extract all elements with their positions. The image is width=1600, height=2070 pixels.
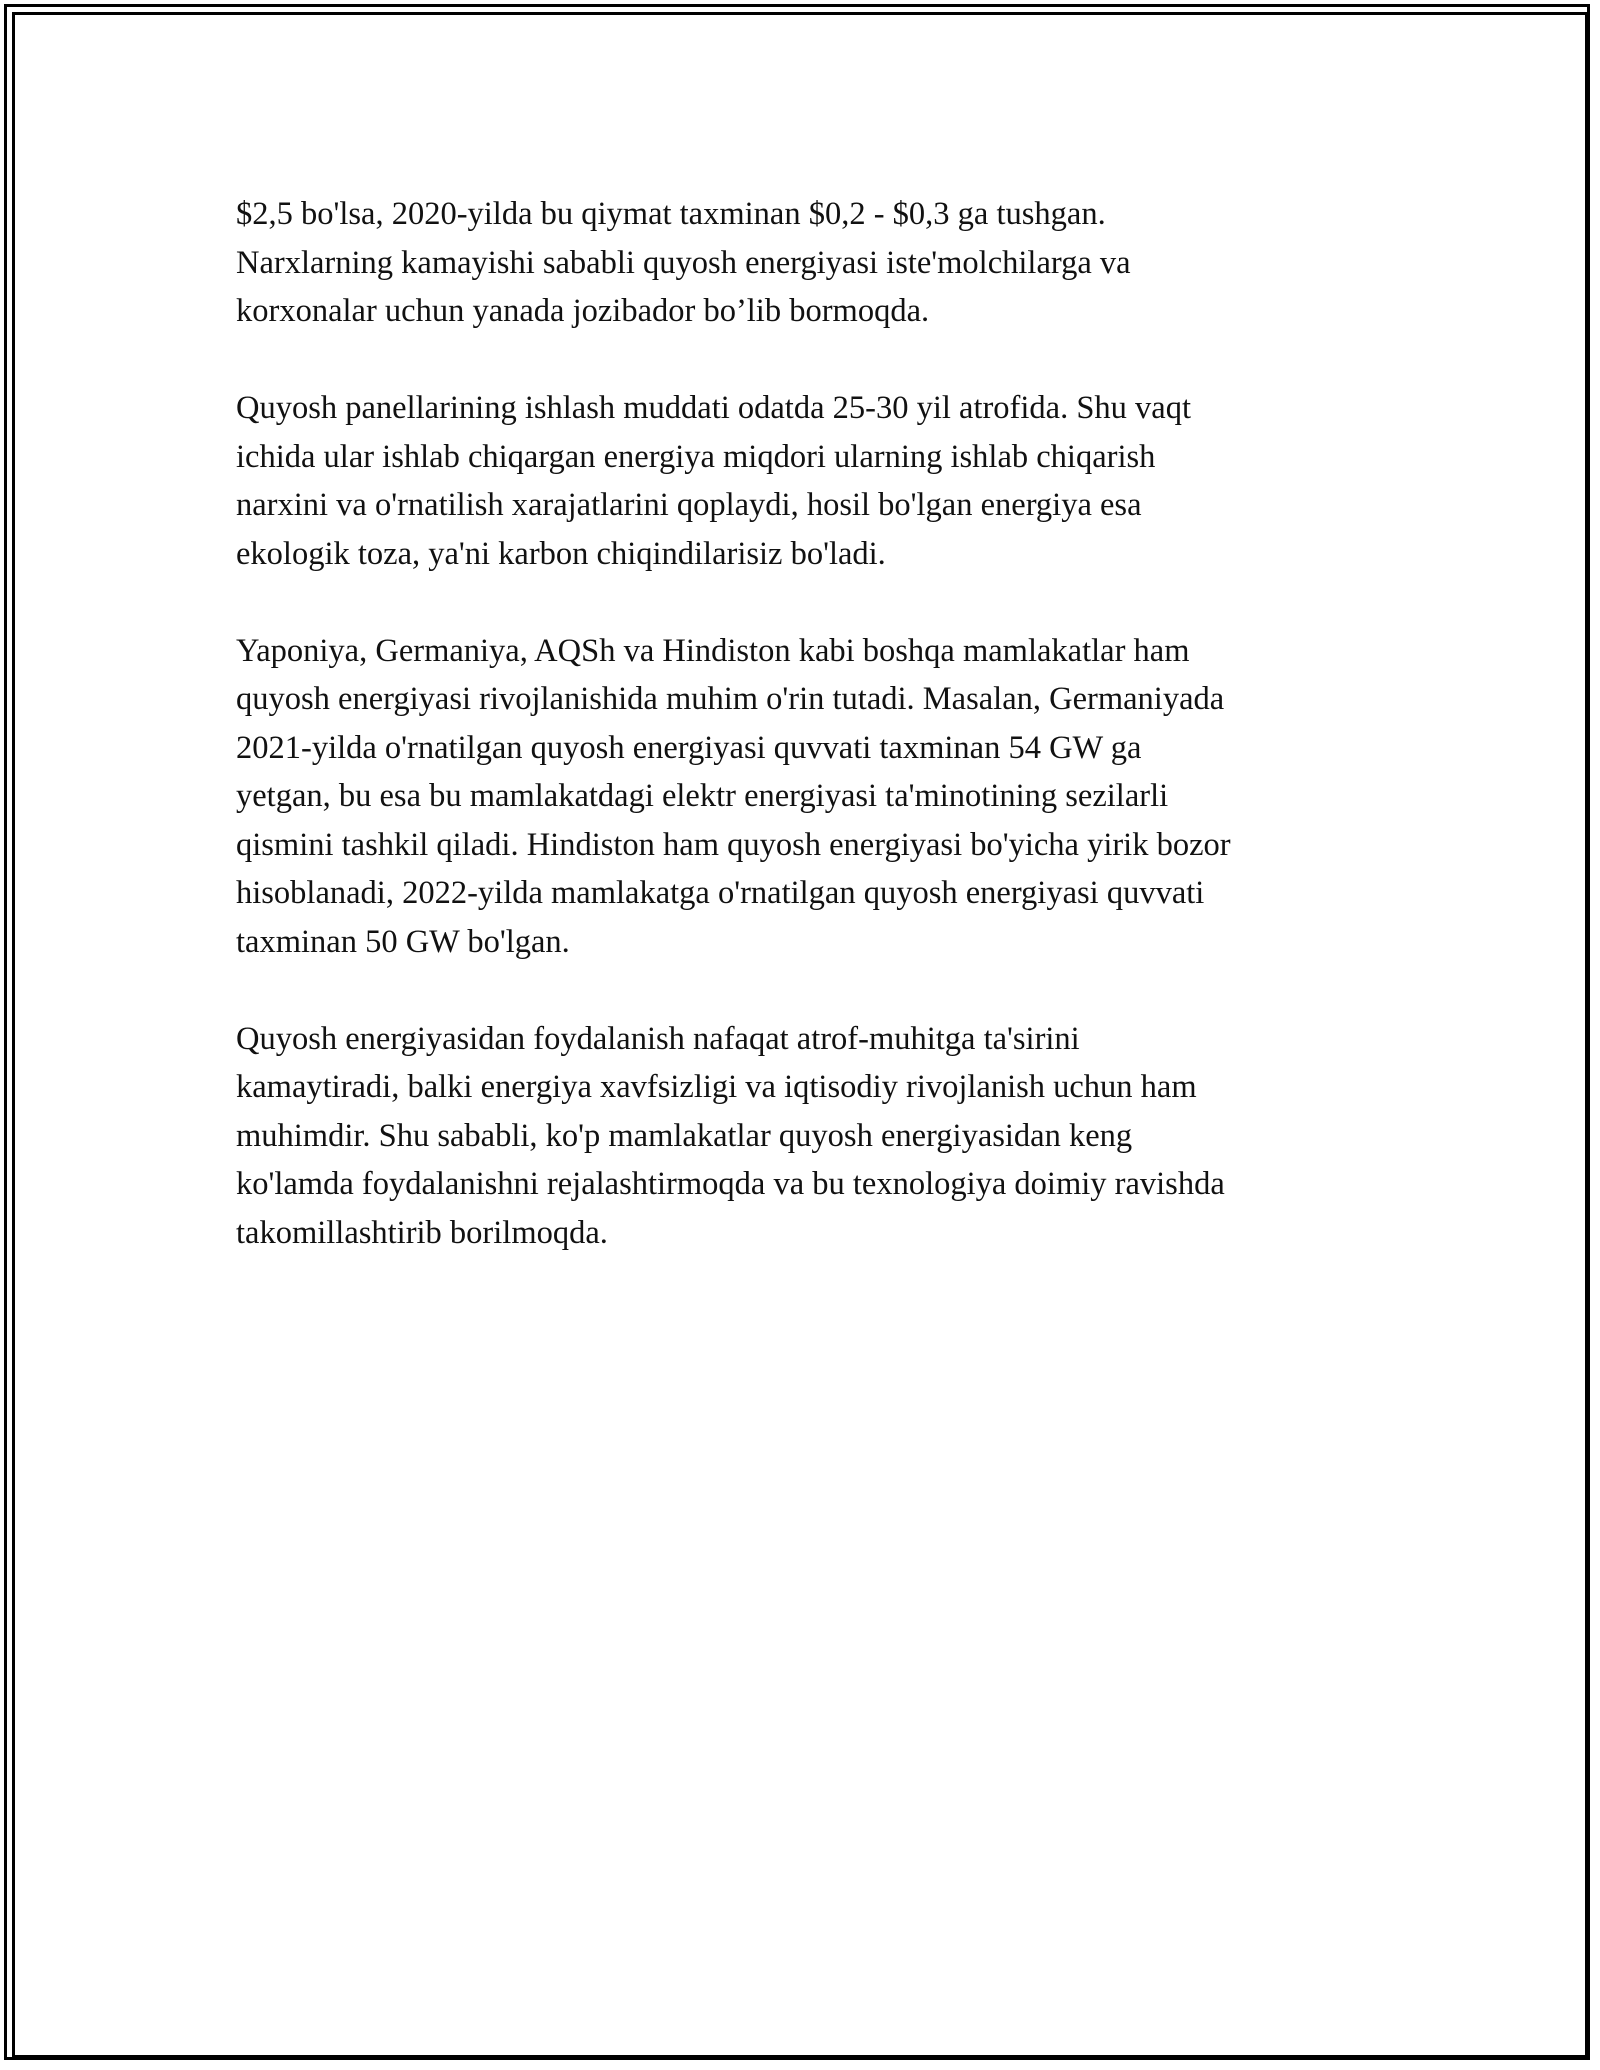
paragraph-line: takomillashtirib borilmoqda. (236, 1214, 608, 1251)
paragraph-line: ko'lamda foydalanishni rejalashtirmoqda va bu texnologiya doimiy ravishda (236, 1166, 1225, 1202)
paragraph-2 (236, 384, 1376, 578)
paragraph-line: Quyosh panellarining ishlash muddati odatda 25-30 yil atrofida. Shu vaqt (236, 390, 1191, 426)
paragraph-line: kamaytiradi, balki energiya xavfsizligi va iqtisodiy rivojlanish uchun ham (236, 1069, 1197, 1105)
paragraph-3 (236, 627, 1376, 967)
paragraph-line: quyosh energiyasi rivojlanishida muhim o'rin tutadi. Masalan, Germaniyada (236, 681, 1225, 717)
paragraph-line: Yaponiya, Germaniya, AQSh va Hindiston kabi boshqa mamlakatlar ham (236, 632, 1190, 669)
paragraph-line: yetgan, bu esa bu mamlakatdagi elektr energiyasi ta'minotining sezilarli (236, 778, 1169, 814)
paragraph-4 (236, 1015, 1376, 1258)
paragraph-line: $2,5 bo'lsa, 2020-yilda bu qiymat taxminan $0,2 - $0,3 ga tushgan. (236, 196, 1106, 232)
paragraph-1 (236, 190, 1376, 336)
paragraph-line: ichida ular ishlab chiqargan energiya miqdori ularning ishlab chiqarish (236, 438, 1156, 475)
paragraph-line: qismini tashkil qiladi. Hindiston ham quyosh energiyasi bo'yicha yirik bozor (236, 826, 1231, 863)
paragraph-line: hisoblanadi, 2022-yilda mamlakatga o'rnatilgan quyosh energiyasi quvvati (236, 875, 1205, 911)
paragraph-line: 2021-yilda o'rnatilgan quyosh energiyasi quvvati taxminan 54 GW ga (236, 729, 1142, 766)
paragraph-line: Narxlarning kamayishi sababli quyosh energiyasi iste'molchilarga va (236, 244, 1131, 281)
paragraph-line: korxonalar uchun yanada jozibador bo’lib bormoqda. (236, 293, 930, 329)
paragraph-line: ekologik toza, ya'ni karbon chiqindilarisiz bo'ladi. (236, 535, 886, 572)
document-body (236, 190, 1376, 1306)
paragraph-line: taxminan 50 GW bo'lgan. (236, 923, 570, 960)
paragraph-line: narxini va o'rnatilish xarajatlarini qoplaydi, hosil bo'lgan energiya esa (236, 487, 1142, 523)
paragraph-line: muhimdir. Shu sababli, ko'p mamlakatlar quyosh energiyasidan keng (236, 1117, 1133, 1154)
paragraph-line: Quyosh energiyasidan foydalanish nafaqat atrof-muhitga ta'sirini (236, 1020, 1080, 1057)
